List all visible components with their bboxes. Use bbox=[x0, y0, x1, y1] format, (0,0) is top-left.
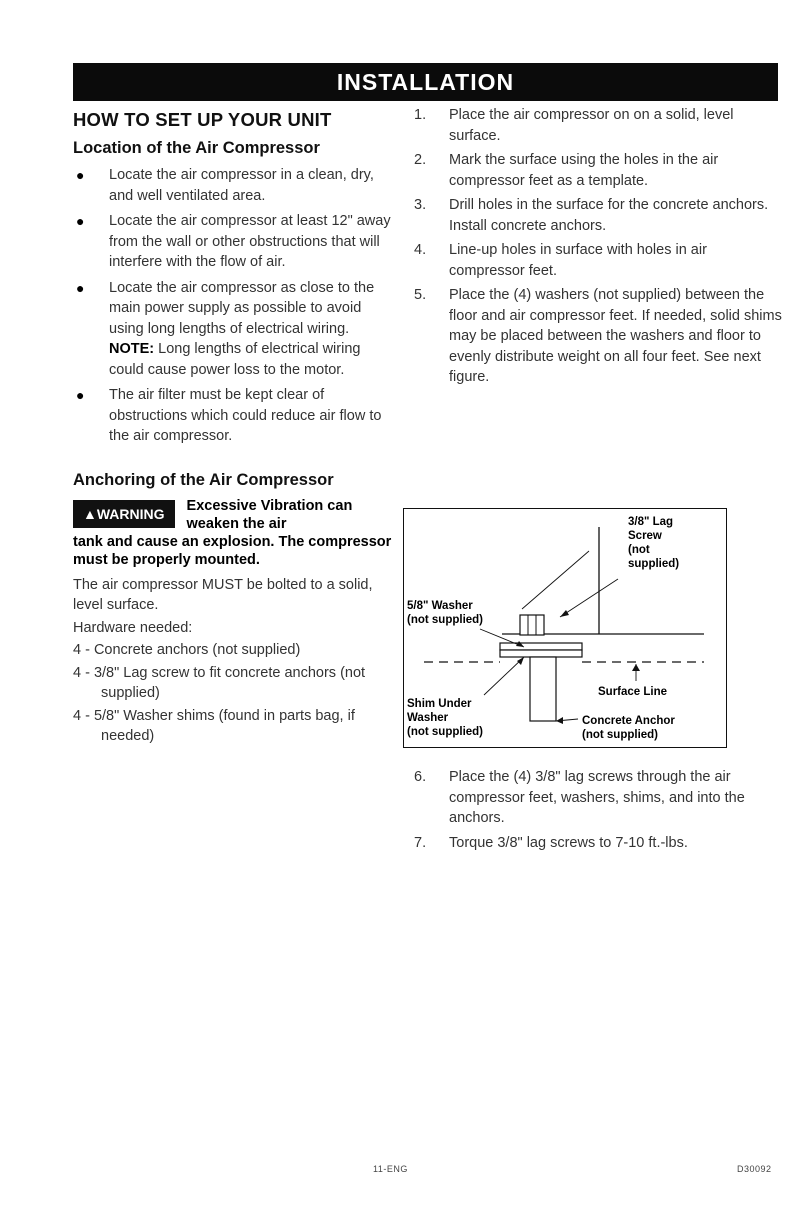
hardware-item: 4 - Concrete anchors (not supplied) bbox=[73, 642, 301, 658]
location-list bbox=[73, 165, 393, 447]
concrete-anchor-label: Concrete Anchor (not supplied) bbox=[582, 715, 675, 741]
washer-label: 5/8" Washer (not supplied) bbox=[407, 600, 484, 626]
page-title: HOW TO SET UP YOUR UNIT bbox=[73, 109, 332, 130]
anchoring-heading: Anchoring of the Air Compressor bbox=[73, 470, 334, 489]
section-banner: INSTALLATION bbox=[73, 63, 778, 101]
list-item: ● Locate the air compressor in a clean, dry, and well ventilated area. bbox=[76, 167, 374, 204]
warning-rest: tank and cause an explosion. The compressor must be properly mounted. bbox=[73, 533, 392, 568]
warning-short: Excessive Vibration can weaken the air bbox=[186, 497, 353, 532]
bolted-text: The air compressor MUST be bolted to a solid, level surface. bbox=[73, 576, 373, 613]
lag-screw-label: 3/8" Lag Screw (not supplied) bbox=[628, 516, 680, 570]
hardware-item: 4 - 3/8" Lag screw to fit concrete anchors (not supplied) bbox=[73, 664, 366, 701]
step-item: 3. Drill holes in the surface for the concrete anchors. Install concrete anchors. bbox=[414, 197, 769, 234]
steps-list-b bbox=[414, 767, 784, 857]
step-item: 7. Torque 3/8" lag screws to 7-10 ft.-lbs. bbox=[414, 834, 688, 851]
location-heading: Location of the Air Compressor bbox=[73, 139, 320, 157]
list-item: ● Locate the air compressor as close to the main power supply as possible to avoid using long lengths of electrical wiring. NOTE: Long lengths of electrical wiring could cause power loss to the motor. bbox=[76, 279, 375, 378]
bullet-icon: ● bbox=[76, 213, 85, 229]
hardware-item: 4 - 5/8" Washer shims (found in parts bag, if needed) bbox=[73, 707, 355, 744]
step-item: 5. Place the (4) washers (not supplied) between the floor and air compressor feet. If needed, solid shims may be placed between the washers and floor to evenly distribute weight on all four feet. See next figure. bbox=[414, 287, 782, 385]
warning-badge: ▲WARNING bbox=[73, 500, 175, 528]
anchor-diagram bbox=[403, 508, 727, 748]
step-item: 1. Place the air compressor on on a solid, level surface. bbox=[414, 107, 734, 144]
page-number: 11-ENG bbox=[373, 1164, 408, 1174]
left-column bbox=[73, 105, 393, 747]
surface-line-label: Surface Line bbox=[598, 686, 668, 698]
shim-label: Shim Under Washer (not supplied) bbox=[407, 698, 484, 738]
bullet-icon: ● bbox=[76, 387, 85, 403]
step-item: 6. Place the (4) 3/8" lag screws through the air compressor feet, washers, shims, and into the anchors. bbox=[414, 769, 745, 826]
document-code: D30092 bbox=[737, 1164, 772, 1174]
hardware-heading: Hardware needed: bbox=[73, 619, 193, 636]
bullet-icon: ● bbox=[76, 167, 85, 183]
list-item: ● Locate the air compressor at least 12" away from the wall or other obstructions that will interfere with the flow of air. bbox=[76, 213, 391, 270]
note-text: Long lengths of electrical wiring could cause power loss to the motor. bbox=[109, 341, 361, 378]
steps-list-a bbox=[414, 105, 784, 388]
step-item: 2. Mark the surface using the holes in the air compressor feet as a template. bbox=[414, 152, 719, 189]
list-item: ● The air filter must be kept clear of obstructions which could reduce air flow to the air compressor. bbox=[76, 387, 382, 444]
warning-block bbox=[73, 497, 393, 533]
note-label: NOTE: bbox=[109, 341, 155, 357]
bullet-icon: ● bbox=[76, 279, 85, 296]
step-item: 4. Line-up holes in surface with holes in air compressor feet. bbox=[414, 242, 707, 279]
